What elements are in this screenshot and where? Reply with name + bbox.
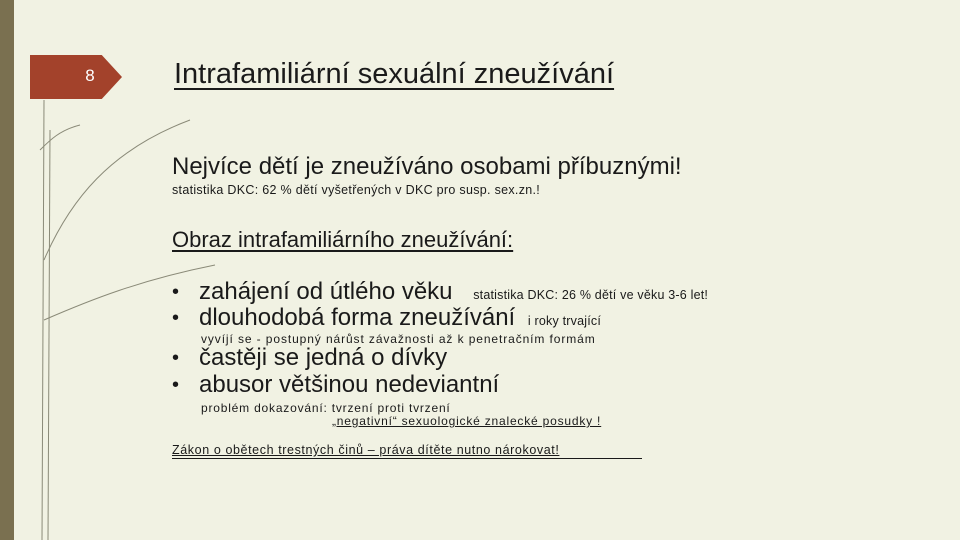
bullet-item xyxy=(172,371,499,399)
sub-note-expert-reports: „negativní“ sexuologické znalecké posudky ! xyxy=(332,414,602,428)
bullet-item xyxy=(172,344,447,372)
sub-note-escalation: vyvíjí se - postupný nárůst závažnosti až k penetračním formám xyxy=(201,332,596,346)
bullet-dot: • xyxy=(172,281,180,303)
bullet-text: abusor většinou nedeviantní xyxy=(199,371,500,398)
bullet-dot: • xyxy=(172,374,180,396)
bullet-text: dlouhodobá forma zneužívání xyxy=(199,304,516,331)
sub-note-proof: problém dokazování: tvrzení proti tvrzení xyxy=(201,401,451,415)
bullet-dot: • xyxy=(172,347,180,369)
bullet-text: častěji se jedná o dívky xyxy=(199,344,448,371)
footer-underline xyxy=(172,458,642,459)
bullet-dot: • xyxy=(172,307,180,329)
bullet-note: statistika DKC: 26 % dětí ve věku 3-6 let! xyxy=(473,288,709,302)
left-accent-bar xyxy=(0,0,14,540)
bullet-note: i roky trvající xyxy=(527,314,602,328)
slide-number: 8 xyxy=(85,66,95,85)
bullet-item xyxy=(172,304,601,335)
footer-note: Zákon o obětech trestných činů – práva dítěte nutno nárokovat! xyxy=(172,443,560,457)
bullet-text: zahájení od útlého věku xyxy=(199,278,453,305)
lead-text: Nejvíce dětí je zneužíváno osobami příbuznými! xyxy=(172,153,682,180)
slide-number-tab xyxy=(30,55,122,99)
statistic-note: statistika DKC: 62 % dětí vyšetřených v DKC pro susp. sex.zn.! xyxy=(172,183,541,197)
slide-title: Intrafamiliární sexuální zneužívání xyxy=(174,58,615,90)
section-heading: Obraz intrafamiliárního zneužívání: xyxy=(172,227,514,252)
